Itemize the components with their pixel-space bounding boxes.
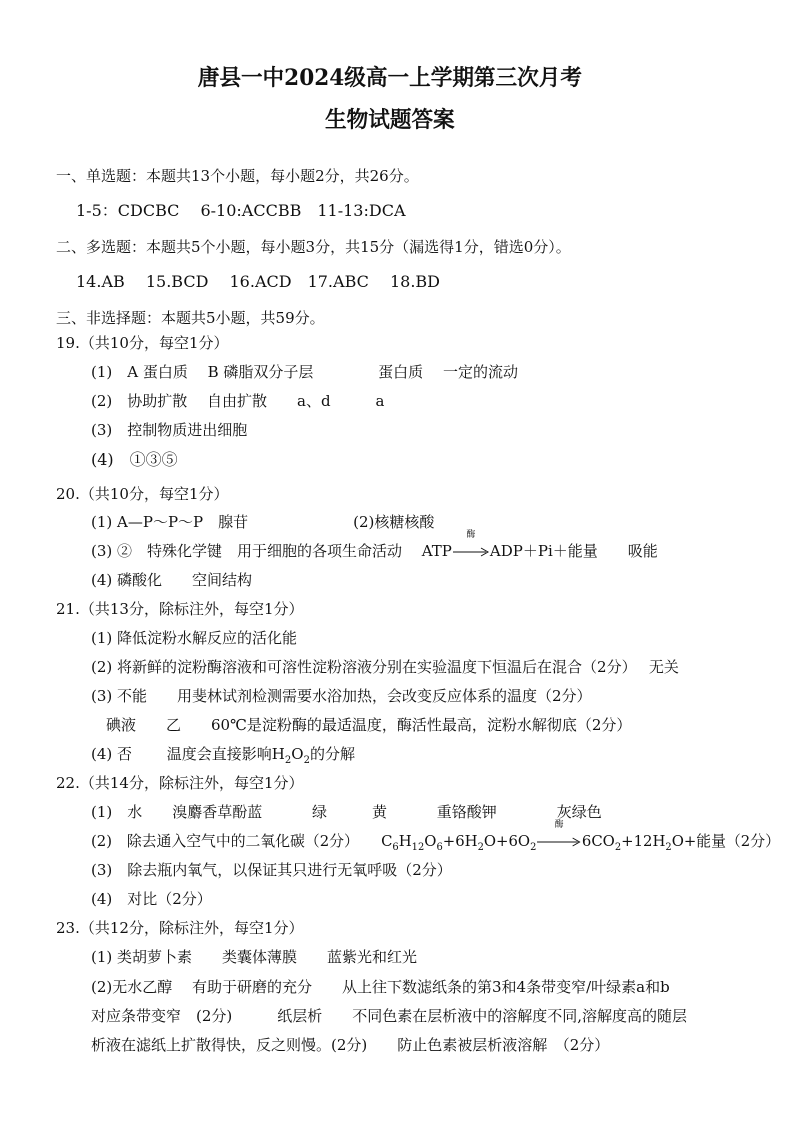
- q23-line-1: (1) 类胡萝卜素 类囊体薄膜 蓝紫光和红光: [91, 948, 418, 966]
- q21-line-4: 碘液 乙 60℃是淀粉酶的最适温度，酶活性最高，淀粉水解彻底（2分）: [106, 716, 632, 734]
- q22-line-2-tail: O+能量（2分）: [671, 832, 780, 850]
- q23-line-3: 对应条带变窄 (2分) 纸层析 不同色素在层析液中的溶解度不同,溶解度高的随层: [91, 1007, 688, 1025]
- q21-line-5-text: (4) 否 温度会直接影响H: [91, 745, 285, 763]
- formula-part: H: [398, 832, 412, 850]
- formula-part: 6CO: [581, 832, 615, 850]
- q20-line-2-products: ADP＋Pi＋能量 吸能: [489, 542, 658, 560]
- subscript: 2: [284, 755, 292, 766]
- enzyme-label: 酶: [554, 820, 564, 830]
- q21-line-5-tail: 的分解: [309, 745, 355, 763]
- section-2-heading: 二、多选题：本题共5个小题，每小题3分，共15分（漏选得1分，错选0分）。: [56, 238, 571, 256]
- q22-line-1: (1) 水 溴麝香草酚蓝 绿 黄 重铬酸钾 灰绿色: [91, 803, 602, 821]
- reaction-arrow-icon: [452, 547, 490, 557]
- q22-heading: 22.（共14分，除标注外，每空1分）: [56, 774, 304, 792]
- q20-line-2-text: (3) ② 特殊化学键 用于细胞的各项生命活动 ATP: [91, 542, 452, 560]
- subscript: 2: [530, 842, 537, 853]
- section-3-heading: 三、非选择题：本题共5小题，共59分。: [56, 309, 325, 327]
- q22-line-4: (4) 对比（2分）: [91, 890, 212, 908]
- section-2-answers: 14.AB 15.BCD 16.ACD 17.ABC 18.BD: [76, 272, 440, 291]
- section-1-heading: 一、单选题：本题共13个小题，每小题2分，共26分。: [56, 167, 419, 185]
- enzyme-reaction-arrow: [452, 530, 490, 561]
- subscript: 6: [392, 842, 399, 853]
- q22-line-3: (3) 除去瓶内氧气，以保证其只进行无氧呼吸（2分）: [91, 861, 452, 879]
- q19-line-2: (2) 协助扩散 自由扩散 a、d a: [91, 392, 385, 410]
- formula-part: +6H: [442, 832, 478, 850]
- subscript: 2: [665, 842, 672, 853]
- q19-line-3: (3) 控制物质进出细胞: [91, 421, 248, 439]
- q20-line-2: [91, 530, 658, 561]
- enzyme-label: 酶: [466, 530, 476, 540]
- q23-line-2: (2)无水乙醇 有助于研磨的充分 从上往下数滤纸条的第3和4条带变窄/叶绿素a和b: [91, 978, 670, 996]
- subscript: 2: [303, 755, 310, 766]
- subscript: 12: [411, 842, 425, 853]
- q21-heading: 21.（共13分，除标注外，每空1分）: [56, 600, 304, 618]
- q20-heading: 20.（共10分，每空1分）: [56, 485, 229, 503]
- page-title: 唐县一中2024级高一上学期第三次月考: [197, 65, 582, 91]
- q22-line-2-text: (2) 除去通入空气中的二氧化碳（2分） C: [91, 832, 393, 850]
- reaction-arrow-icon: [536, 837, 581, 847]
- subscript: 6: [436, 842, 443, 853]
- q19-line-1: (1) A 蛋白质 B 磷脂双分子层 蛋白质 一定的流动: [91, 363, 518, 381]
- subscript: 2: [477, 842, 484, 853]
- q20-line-1: (1) A—P～P～P 腺苷 (2)核糖核酸: [91, 513, 435, 531]
- enzyme-reaction-arrow: [536, 820, 581, 851]
- formula-part: O: [424, 832, 437, 850]
- q22-line-2: [91, 820, 780, 853]
- q21-line-3: (3) 不能 用斐林试剂检测需要水浴加热，会改变反应体系的温度（2分）: [91, 687, 592, 705]
- q21-line-5: [91, 744, 355, 764]
- q21-line-1: (1) 降低淀粉水解反应的活化能: [91, 629, 298, 647]
- formula-part: +12H: [621, 832, 666, 850]
- formula-part: O: [291, 745, 304, 763]
- formula-part: O+6O: [483, 832, 531, 850]
- page-subtitle: 生物试题答案: [325, 107, 455, 133]
- q21-line-2: (2) 将新鲜的淀粉酶溶液和可溶性淀粉溶液分别在实验温度下恒温后在混合（2分） 无关: [91, 658, 679, 676]
- q23-line-4: 析液在滤纸上扩散得快，反之则慢。(2分) 防止色素被层析液溶解 （2分）: [91, 1036, 610, 1054]
- q19-heading: 19.（共10分，每空1分）: [56, 334, 229, 352]
- section-1-answers: 1-5：CDCBC 6-10:ACCBB 11-13:DCA: [76, 201, 406, 220]
- q20-line-3: (4) 磷酸化 空间结构: [91, 571, 253, 589]
- q19-line-4: (4) ①③⑤: [91, 450, 178, 469]
- q23-heading: 23.（共12分，除标注外，每空1分）: [56, 919, 304, 937]
- subscript: 2: [614, 842, 622, 853]
